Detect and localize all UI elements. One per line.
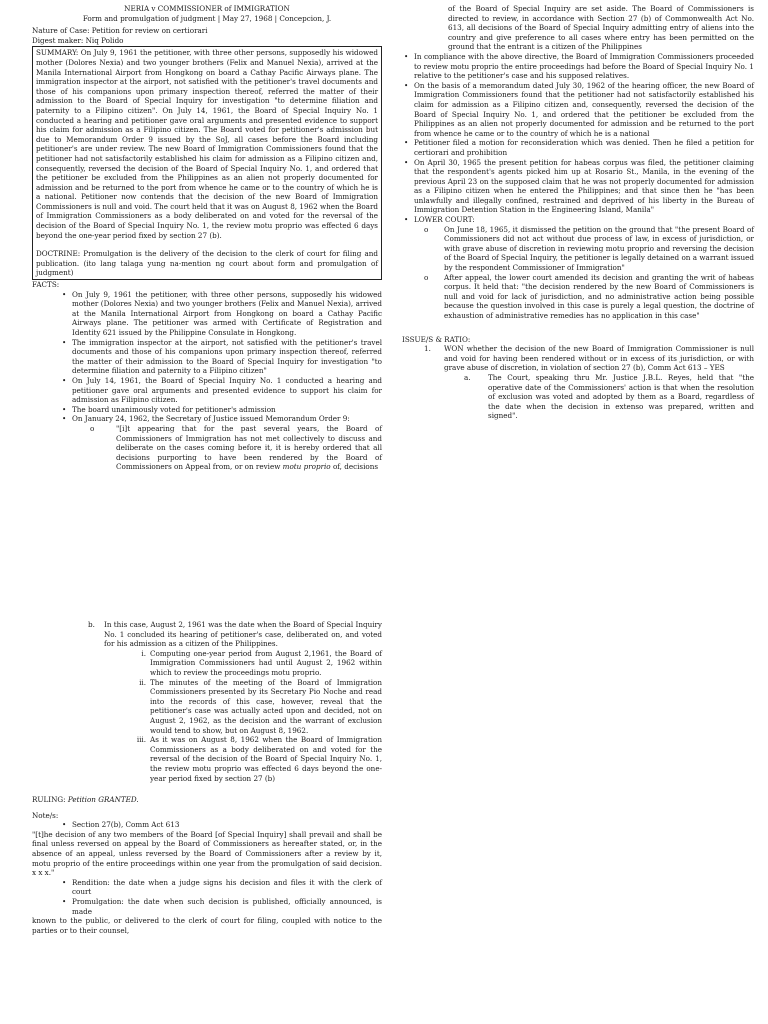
continuation-section — [32, 620, 382, 935]
digest-maker: Digest maker: Niq Polido — [32, 35, 124, 45]
facts-item: • On July 9, 1961 the petitioner, with three other persons, supposedly his widowed mother (Dolores Nexia) and two younger brothers (Felix and Manuel Nexia), arrived at the Manila International Airport from Hongkong on board a Cathay Pacific Airways plane. The petitioner was armed with Certificate of Registration and Identity 621 issued by the Philippine Consulate in Hongkong. — [32, 290, 382, 338]
facts-item: • The immigration inspector at the airport, not satisfied with the petitioner's travel documents and those of his companions upon primary inspection thereof, referred the matter of their admission to the Board of Special Inquiry for investigation "to determine filiation and paternity to a Filipino citizen" — [32, 338, 382, 376]
roman-marker: i. — [141, 648, 146, 658]
facts-item: • Petitioner filed a motion for reconsideration which was denied. Then he filed a petition for certiorari and prohibition — [402, 138, 754, 157]
memo-quote-part: "[i]t appearing that for the past several years, the Board of Commissioners of Immigration has not met collectively to discuss and deliberate on the cases coming before it, it is hereby ordered that all decisions purporting to have been rendered by the Board of Commissioners on Appeal from, or on review — [116, 423, 382, 472]
lower-court-heading: • LOWER COURT: — [402, 215, 754, 225]
facts-heading: FACTS: — [32, 280, 60, 290]
notes-heading: Note/s: — [32, 810, 59, 820]
lower-court-item: o On June 18, 1965, it dismissed the petition on the ground that "the present Board of Commissioners did not act without due process of law, in excess of jurisdiction, or with grave abuse of discretion in reviewing motu proprio and reversing the decision of the Board of Special Inquiry, the petitioner is legally detained on a warrant issued by the respondent Commissioner of Immigration" — [402, 225, 754, 273]
ratio-item — [402, 373, 754, 421]
summary-box — [32, 46, 382, 280]
memo-quote-italic: motu proprio — [282, 462, 331, 472]
roman-text: The minutes of the meeting of the Board of Immigration Commissioners presented by its Secretary Pio Noche and read into the records of this case, however, reveal that the petitioner's case was actually acted upon and decided, not on August 2, 1962, as the decision and the warrant of exclusion would tend to show, but on August 8, 1962. — [150, 677, 382, 735]
facts-item: • On the basis of a memorandum dated July 30, 1962 of the hearing officer, the new Board of Immigration Commissioners found that the petitioner had not satisfactorily established his claim for admission as a Filipino citizen and, consequently, reversed the decision of the Board of Special Inquiry No. 1, and ordered that the petitioner be excluded from the Philippines as an alien not properly documented for admission and be returned to the port from whence he came or to the country of which he is a national — [402, 81, 754, 139]
facts-item: • On January 24, 1962, the Secretary of Justice issued Memorandum Order 9: — [32, 414, 382, 424]
roman-text: As it was on August 8, 1962 when the Board of Immigration Commissioners as a body deliberated on and voted for the reversal of the decision of the Board of Special Inquiry No. 1, the review motu proprio was effected 6 days beyond the one-year period fixed by section 27 (b) — [150, 735, 382, 783]
doctrine-text: DOCTRINE: Promulgation is the delivery of the decision to the clerk of court for filing and publication. (ito lang talaga yung na-mention ng court about form and promulgation of judgment) — [36, 249, 378, 278]
roman-marker: iii. — [136, 735, 146, 745]
summary-text: SUMMARY: On July 9, 1961 the petitioner, with three other persons, supposedly his widowed mother (Dolores Nexia) and two younger brothers (Felix and Manuel Nexia), arrived at the Manila International Airport from Hongkong on board a Cathay Pacific Airways plane. The immigration inspector at the airport, not satisfied with the petitioner's travel documents and those of his companions upon primary inspection thereof, referred the matter of their admission to the Board of Special Inquiry for investigation "to determine filiation and paternity to a Filipino citizen". On July 14, 1961, the Board of Special Inquiry No. 1 conducted a hearing and petitioner gave oral arguments and presented evidence to support his claim for admission as a Filipino citizen. The Board voted for petitioner's admission but due to Memorandum Order 9 issued by the SoJ, all cases before the Board including petitioner's are under review. The new Board of Immigration Commissioners found that the petitioner had not satisfactorily established his claim for admission as a Filipino citizen and, consequently, reversed the decision of the Board of Special Inquiry No. 1, and ordered that the petitioner be excluded from the Philippines as an alien not properly documented for admission and be returned to the port from whence he came or to the country of which he is a national. Petitioner now contends that the decision of the new Board of Immigration Commissioners is null and void. The court held that it was on August 8, 1962 when the Board of Immigration Commissioners as a body deliberated on and voted for the reversal of the decision of the Board of Special Inquiry No. 1, the review motu proprio was effected 6 days beyond the one-year period fixed by section 27 (b). — [36, 48, 378, 240]
facts-item: • On July 14, 1961, the Board of Special Inquiry No. 1 conducted a hearing and petitioner gave oral arguments and presented evidence to support his claim for admission as Filipino citizen. — [32, 376, 382, 405]
memo-quote-part: of, decisions — [332, 462, 379, 472]
notes-item: • Rendition: the date when a judge signs his decision and files it with the clerk of court — [32, 878, 382, 897]
roman-text: Computing one-year period from August 2,1961, the Board of Immigration Commissioners had until August 2, 1962 within which to review the proceedings motu proprio. — [150, 648, 382, 677]
nature-of-case: Nature of Case: Petition for review on certiorari — [32, 26, 208, 36]
notes-section: • Section 27(b), Comm Act 613 — [32, 820, 382, 830]
issues-heading: ISSUE/S & RATIO: — [402, 334, 471, 344]
memo-quote — [32, 424, 382, 472]
facts-item: • On April 30, 1965 the present petition for habeas corpus was filed, the petitioner claiming that the respondent's agents picked him up at Rosario St., Manila, in the evening of the previous April 23 on the supposed claim that he was not properly documented for admission as a Filipino citizen when he entered the Philippines; and that since then he "has been unlawfully and illegally confined, restrained and deprived of his liberty in the Bureau of Immigration Detention Station in the Engineering Island, Manila" — [402, 158, 754, 216]
left-column — [32, 4, 382, 472]
ratio-b-marker: b. — [88, 620, 95, 629]
notes-tail: known to the public, or delivered to the clerk of court for filing, coupled with notice to the parties or to their counsel, — [32, 916, 382, 935]
ratio-marker: a. — [464, 372, 471, 382]
issue-marker: 1. — [424, 344, 431, 354]
case-title: NERIA v COMMISSIONER of IMMIGRATION — [124, 4, 290, 13]
lower-court-item: o After appeal, the lower court amended its decision and granting the writ of habeas corpus. It held that: "the decision rendered by the new Board of Commissioners is null and void for lack of jurisdiction, and no administrative action being possible because the question involved in this case is purely a legal question, the doctrine of exhaustion of administrative remedies has no application in this case" — [402, 273, 754, 321]
roman-item — [32, 678, 382, 736]
notes-quote: "[t]he decision of any two members of the Board [of Special Inquiry] shall prevail and shall be final unless reversed on appeal by the Board of Commissioners as hereafter stated, or, in the absence of an appeal, unless reversed by the Board of Commissioners after a review by it, motu proprio of the entire proceedings within one year from the promulgation of said decision. x x x." — [32, 829, 382, 878]
ruling-label: RULING: — [32, 795, 66, 805]
right-column — [402, 4, 754, 421]
ratio-b-item — [32, 620, 382, 649]
facts-item: • The board unanimously voted for petitioner's admission — [32, 405, 382, 415]
notes-item: • Promulgation: the date when such decision is published, officially announced, is made — [32, 897, 382, 916]
quote-continuation: of the Board of Special Inquiry are set aside. The Board of Commissioners is directed to review, in accordance with Section 27 (b) of Commonwealth Act No. 613, all decisions of the Board of Special Inquiry admitting entry of aliens into the country and give preference to all cases where entry has been permitted on the ground that the entrant is a citizen of the Philippines — [448, 4, 754, 52]
ratio-text: The Court, speaking thru Mr. Justice J.B.L. Reyes, held that "the operative date of the Commissioners' action is that when the resolution of exclusion was voted and adopted by them as a Board, regardless of the date when the decision in extenso was prepared, written and signed". — [488, 372, 754, 421]
issue-item — [402, 344, 754, 373]
ruling-text: Petition GRANTED. — [67, 795, 139, 805]
roman-marker: ii. — [139, 677, 146, 687]
roman-item — [32, 735, 382, 783]
issue-text: WON whether the decision of the new Board of Immigration Commissioner is null and void for having been rendered without or in excess of its jurisdiction, or with grave abuse of discretion, in violation of section 27 (b), Comm Act 613 – YES — [444, 344, 754, 373]
facts-item: • In compliance with the above directive, the Board of Immigration Commissioners proceeded to review motu proprio the entire proceedings had before the Board of Special Inquiry No. 1 relative to the petitioner's case and his supposed relatives. — [402, 52, 754, 81]
roman-item — [32, 649, 382, 678]
ratio-b-text: In this case, August 2, 1961 was the date when the Board of Special Inquiry No. 1 concluded its hearing of petitioner's case, deliberated on, and voted for his admission as a citizen of the Philippines. — [104, 620, 382, 649]
case-subtitle: Form and promulgation of judgment | May 27, 1968 | Concepcion, J. — [82, 13, 332, 23]
ruling — [32, 795, 382, 805]
